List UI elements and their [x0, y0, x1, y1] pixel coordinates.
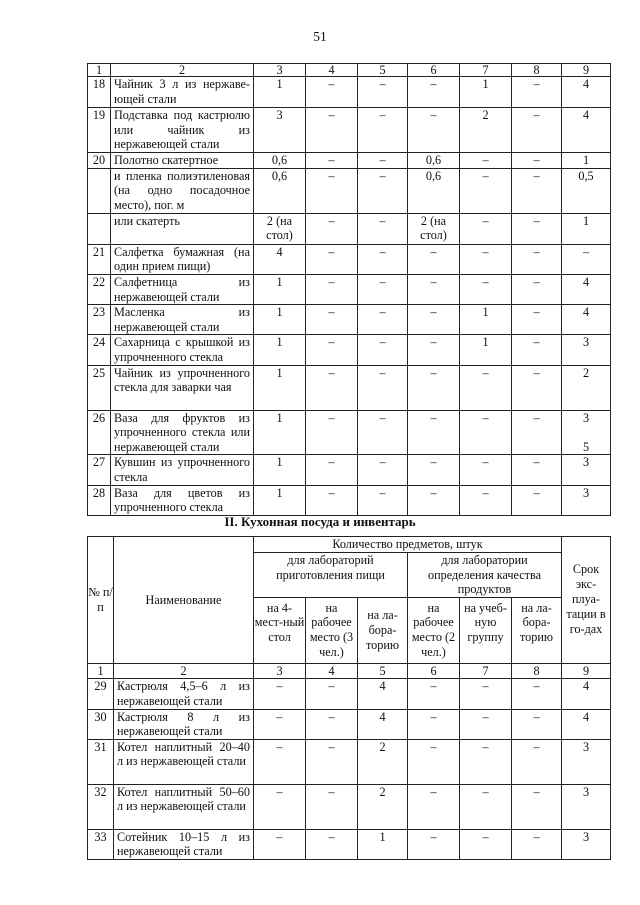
col-header-6: 6 [408, 64, 460, 77]
cell-num: 30 [88, 709, 114, 739]
col-number-5: 5 [358, 663, 408, 679]
cell-c7: – [460, 244, 512, 274]
table-row [88, 108, 611, 153]
cell-c5: – [358, 244, 408, 274]
cell-num: 22 [88, 274, 111, 304]
cell-c7: – [460, 365, 512, 410]
cell-c5: 4 [358, 679, 408, 709]
cell-c5: – [358, 213, 408, 244]
cell-c4: – [306, 784, 358, 829]
cell-c8: – [512, 829, 562, 859]
cell-c7: – [460, 709, 512, 739]
cell-c9: 0,5 [562, 168, 611, 213]
cell-name: или скатерть [111, 213, 254, 244]
cell-c6: – [408, 829, 460, 859]
cell-c3: 1 [254, 485, 306, 515]
cell-c4: – [306, 829, 358, 859]
table-row [88, 213, 611, 244]
cell-c3: 0,6 [254, 168, 306, 213]
cell-c3: – [254, 829, 306, 859]
cell-c6: – [408, 305, 460, 335]
cell-c7: – [460, 679, 512, 709]
cell-c4: – [306, 274, 358, 304]
cell-c3: 1 [254, 274, 306, 304]
cell-name: Сахарница с крышкой из упрочненного стекла [111, 335, 254, 365]
col-header-9: 9 [562, 64, 611, 77]
col-header-4: 4 [306, 64, 358, 77]
col-header-8: 8 [512, 64, 562, 77]
cell-name: Ваза для цветов из упрочненного стекла [111, 485, 254, 515]
cell-name: Котел наплитный 20–40 л из нержавеющей стали [114, 739, 254, 784]
cell-name: Чайник из упрочненного стекла для заварки чая [111, 365, 254, 410]
section-title: II. Кухонная посуда и инвентарь [224, 514, 416, 529]
cell-c6: – [408, 365, 460, 410]
col-number-6: 6 [408, 663, 460, 679]
cell-c8: – [512, 108, 562, 153]
table-row [88, 305, 611, 335]
cell-c4: – [306, 152, 358, 168]
cell-c9: – [562, 244, 611, 274]
cell-c3: – [254, 784, 306, 829]
table-row [88, 410, 611, 455]
col-number-7: 7 [460, 663, 512, 679]
cell-c9: 3 [562, 739, 611, 784]
table-row [88, 152, 611, 168]
cell-c3: 3 [254, 108, 306, 153]
cell-c3: 1 [254, 365, 306, 410]
cell-name: Сотейник 10–15 л из нержавеющей стали [114, 829, 254, 859]
cell-c9: 3 [562, 485, 611, 515]
column-number-row [88, 663, 611, 679]
cell-c6: – [408, 410, 460, 455]
cell-c9: 4 [562, 709, 611, 739]
cell-num: 21 [88, 244, 111, 274]
cell-c4: – [306, 739, 358, 784]
cell-c6: – [408, 335, 460, 365]
cell-num [88, 168, 111, 213]
cell-c6: – [408, 739, 460, 784]
cell-name: Чайник 3 л из нержаве-ющей стали [111, 77, 254, 108]
cell-c5: – [358, 152, 408, 168]
cell-num: 31 [88, 739, 114, 784]
cell-c7: 2 [460, 108, 512, 153]
table-row [88, 679, 611, 709]
cell-c6: – [408, 77, 460, 108]
cell-c7: 1 [460, 305, 512, 335]
cell-c9: 4 [562, 274, 611, 304]
page-number: 51 [313, 29, 327, 44]
cell-c4: – [306, 108, 358, 153]
cell-c3: 1 [254, 455, 306, 485]
table-row [88, 485, 611, 515]
cell-c5: – [358, 305, 408, 335]
cell-c8: – [512, 152, 562, 168]
cell-c9: 3 [562, 829, 611, 859]
cell-c8: – [512, 305, 562, 335]
cell-c6: – [408, 784, 460, 829]
cell-c3: – [254, 679, 306, 709]
cell-c4: – [306, 410, 358, 455]
cell-num: 19 [88, 108, 111, 153]
cell-c7: – [460, 213, 512, 244]
cell-c5: – [358, 410, 408, 455]
table-row [88, 829, 611, 859]
cell-c6: – [408, 679, 460, 709]
cell-c5: – [358, 335, 408, 365]
cell-c6: – [408, 455, 460, 485]
cell-c3: 1 [254, 335, 306, 365]
header-quality-lab: для лаборатории определения качества продуктов [408, 553, 562, 598]
cell-c6: – [408, 274, 460, 304]
cell-c8: – [512, 244, 562, 274]
header-col-6: на рабочее место (2 чел.) [408, 597, 460, 663]
cell-c8: – [512, 679, 562, 709]
header-name: Наименование [114, 537, 254, 664]
cell-c8: – [512, 709, 562, 739]
cell-c5: 2 [358, 784, 408, 829]
cell-num: 20 [88, 152, 111, 168]
cell-c5: – [358, 168, 408, 213]
cell-c8: – [512, 213, 562, 244]
cell-c5: – [358, 274, 408, 304]
header-col-5: на ла-бора-торию [358, 597, 408, 663]
cell-c9: 4 [562, 77, 611, 108]
cell-c6: – [408, 108, 460, 153]
cell-c4: – [306, 335, 358, 365]
cell-num [88, 213, 111, 244]
cell-c6: – [408, 709, 460, 739]
cell-c6: 0,6 [408, 168, 460, 213]
col-header-5: 5 [358, 64, 408, 77]
cell-c7: – [460, 455, 512, 485]
cell-c9: 4 [562, 305, 611, 335]
col-header-2: 2 [111, 64, 254, 77]
table-row [88, 739, 611, 784]
cell-c9: 3 5 [562, 410, 611, 455]
table-row [88, 244, 611, 274]
header-quantity: Количество предметов, штук [254, 537, 562, 553]
cell-c8: – [512, 274, 562, 304]
cell-c7: – [460, 168, 512, 213]
cell-c4: – [306, 365, 358, 410]
col-number-1: 1 [88, 663, 114, 679]
cell-c8: – [512, 77, 562, 108]
header-col-7: на учеб-ную группу [460, 597, 512, 663]
cell-c3: 2 (на стол) [254, 213, 306, 244]
cell-c4: – [306, 213, 358, 244]
cell-c4: – [306, 485, 358, 515]
cell-c8: – [512, 485, 562, 515]
cell-c4: – [306, 77, 358, 108]
cell-c9: 3 [562, 335, 611, 365]
cell-num: 27 [88, 455, 111, 485]
col-number-3: 3 [254, 663, 306, 679]
cell-c7: 1 [460, 335, 512, 365]
cell-c4: – [306, 455, 358, 485]
cell-c8: – [512, 739, 562, 784]
cell-c6: 2 (на стол) [408, 213, 460, 244]
cell-c5: – [358, 455, 408, 485]
cell-c7: – [460, 485, 512, 515]
cell-c4: – [306, 168, 358, 213]
table-row [88, 365, 611, 410]
cell-c8: – [512, 455, 562, 485]
col-header-1: 1 [88, 64, 111, 77]
cell-c3: 1 [254, 77, 306, 108]
cell-c5: – [358, 485, 408, 515]
cell-c9: 3 [562, 455, 611, 485]
cell-name: Кастрюля 8 л из нержавеющей стали [114, 709, 254, 739]
table-row [88, 274, 611, 304]
cell-c7: – [460, 739, 512, 784]
header-term: Срок экс-плуа-тации в го-дах [562, 537, 611, 664]
cell-num: 25 [88, 365, 111, 410]
cell-c8: – [512, 784, 562, 829]
col-number-9: 9 [562, 663, 611, 679]
cell-num: 33 [88, 829, 114, 859]
cell-name: и пленка полиэтиленовая (на одно посадочное место), пог. м [111, 168, 254, 213]
cell-c9: 4 [562, 679, 611, 709]
cell-c6: – [408, 485, 460, 515]
cell-c8: – [512, 168, 562, 213]
header-prep-labs: для лабораторий приготовления пищи [254, 553, 408, 598]
cell-c7: – [460, 152, 512, 168]
cell-num: 18 [88, 77, 111, 108]
cell-c6: 0,6 [408, 152, 460, 168]
cell-c5: – [358, 108, 408, 153]
header-col-3: на 4-мест-ный стол [254, 597, 306, 663]
equipment-table-continued [87, 63, 611, 516]
table-row [88, 168, 611, 213]
header-row-1 [88, 537, 611, 553]
cell-name: Котел наплитный 50–60 л из нержавеющей стали [114, 784, 254, 829]
cell-num: 24 [88, 335, 111, 365]
col-header-7: 7 [460, 64, 512, 77]
table-row [88, 455, 611, 485]
cell-num: 32 [88, 784, 114, 829]
col-number-2: 2 [114, 663, 254, 679]
cell-c6: – [408, 244, 460, 274]
cell-c9: 1 [562, 152, 611, 168]
cell-c7: – [460, 410, 512, 455]
header-col-4: на рабочее место (3 чел.) [306, 597, 358, 663]
cell-c7: – [460, 829, 512, 859]
cell-name: Полотно скатертное [111, 152, 254, 168]
col-header-3: 3 [254, 64, 306, 77]
cell-c4: – [306, 679, 358, 709]
cell-c4: – [306, 244, 358, 274]
cell-name: Ваза для фруктов из упрочненного стекла или нержавеющей стали [111, 410, 254, 455]
cell-c8: – [512, 335, 562, 365]
cell-name: Кастрюля 4,5–6 л из нержавеющей стали [114, 679, 254, 709]
cell-c9: 2 [562, 365, 611, 410]
table-row [88, 784, 611, 829]
cell-num: 29 [88, 679, 114, 709]
cell-c9: 3 [562, 784, 611, 829]
cell-name: Масленка из нержавеющей стали [111, 305, 254, 335]
table-row [88, 335, 611, 365]
cell-name: Салфетка бумажная (на один прием пищи) [111, 244, 254, 274]
cell-c3: – [254, 739, 306, 784]
column-number-row [88, 64, 611, 77]
cell-c4: – [306, 305, 358, 335]
cell-c9: 1 [562, 213, 611, 244]
header-col-8: на ла-бора-торию [512, 597, 562, 663]
cell-c5: – [358, 77, 408, 108]
cell-num: 28 [88, 485, 111, 515]
cell-c5: 4 [358, 709, 408, 739]
cell-name: Кувшин из упрочненного стекла [111, 455, 254, 485]
cell-c8: – [512, 365, 562, 410]
table-row [88, 709, 611, 739]
cell-num: 23 [88, 305, 111, 335]
cell-c8: – [512, 410, 562, 455]
cell-name: Подставка под кастрюлю или чайник из нержавеющей стали [111, 108, 254, 153]
cell-c5: 1 [358, 829, 408, 859]
cell-name: Салфетница из нержавеющей стали [111, 274, 254, 304]
cell-c3: 1 [254, 410, 306, 455]
cell-c7: – [460, 784, 512, 829]
cell-num: 26 [88, 410, 111, 455]
cell-c3: – [254, 709, 306, 739]
cell-c7: 1 [460, 77, 512, 108]
table-row [88, 77, 611, 108]
cell-c3: 0,6 [254, 152, 306, 168]
cell-c3: 1 [254, 305, 306, 335]
col-number-4: 4 [306, 663, 358, 679]
cell-c5: – [358, 365, 408, 410]
cell-c3: 4 [254, 244, 306, 274]
cell-c9: 4 [562, 108, 611, 153]
cell-c5: 2 [358, 739, 408, 784]
header-num: № п/п [88, 537, 114, 664]
kitchenware-table [87, 536, 611, 860]
cell-c4: – [306, 709, 358, 739]
col-number-8: 8 [512, 663, 562, 679]
cell-c7: – [460, 274, 512, 304]
